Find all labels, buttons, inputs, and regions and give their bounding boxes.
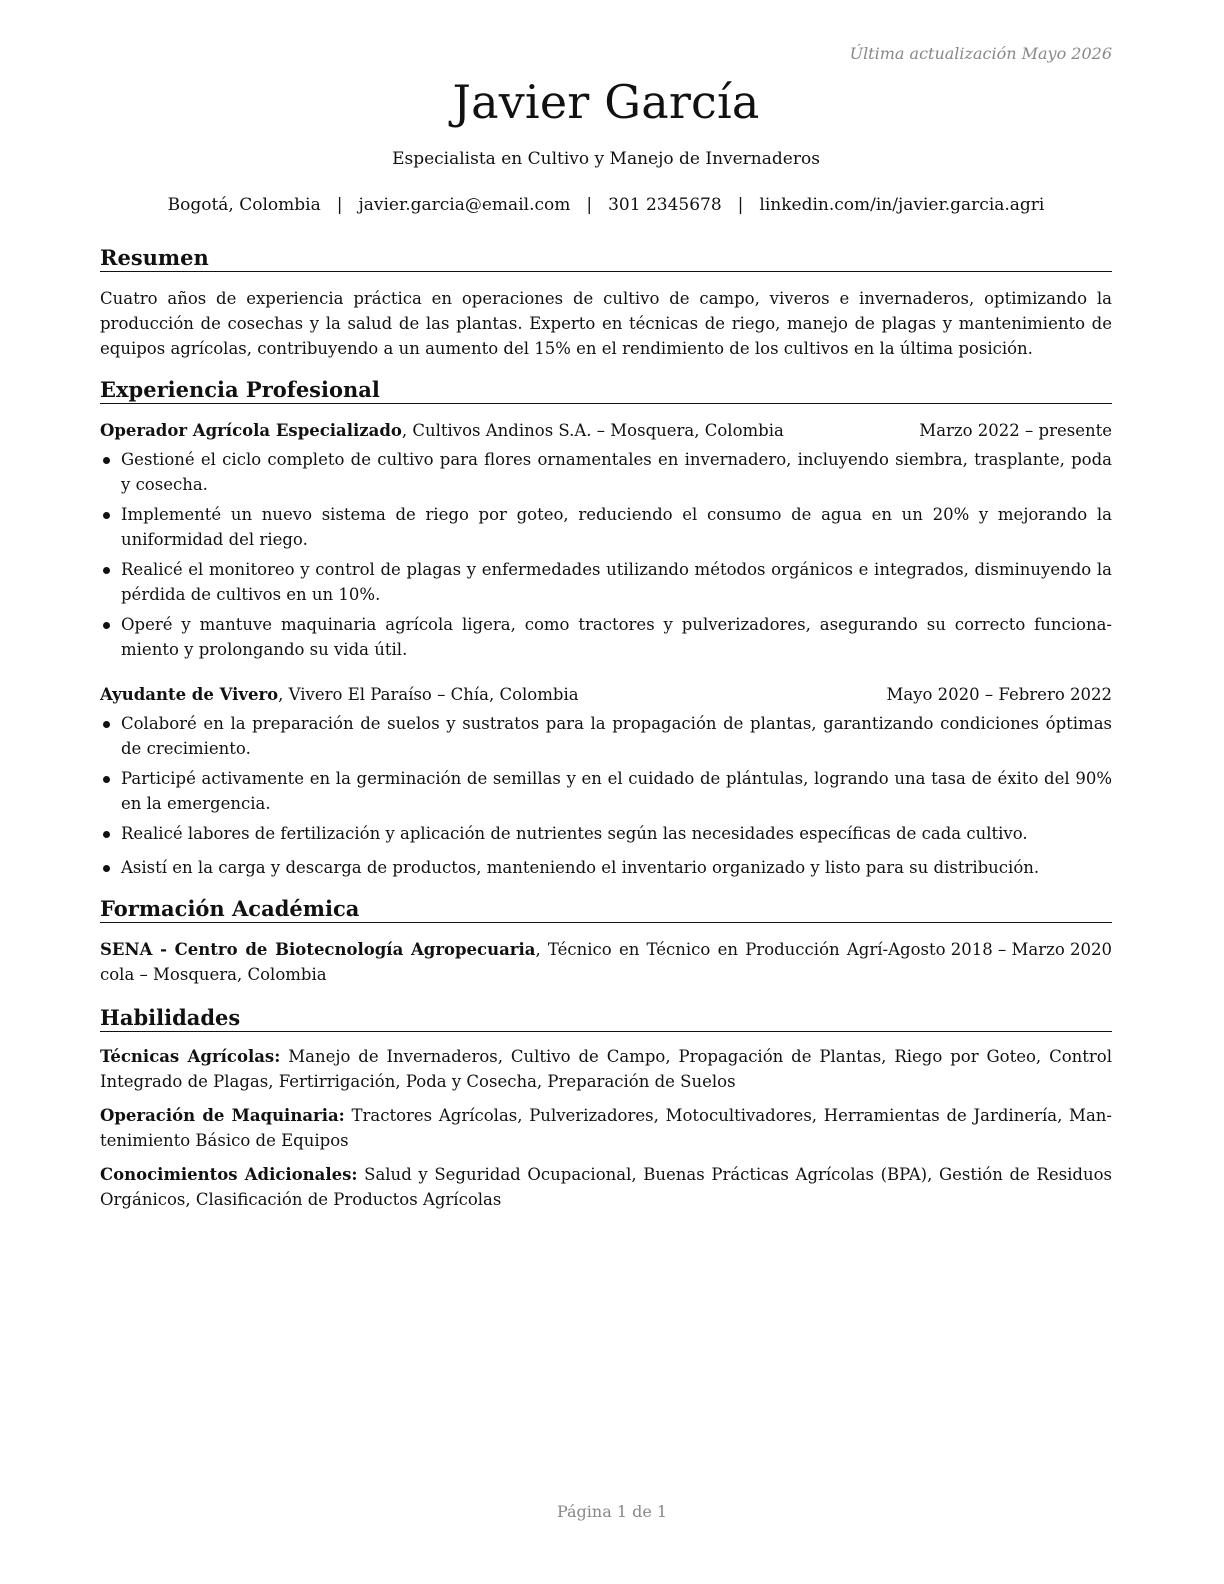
bullet-item bbox=[100, 855, 1112, 880]
education-detail: , Técnico en Técnico en Producción Agrícola – Mosquera, Colombia bbox=[100, 940, 889, 984]
bullet-text: Participé activamente en la germinación de semillas y en el cuidado de plántulas, logrando una tasa de éxito del 90% en la emergencia. bbox=[121, 769, 1112, 813]
education-institution: SENA - Centro de Biotecnología Agropecuaria bbox=[100, 940, 536, 959]
bullet-item bbox=[100, 821, 1112, 846]
page-number: Página 1 de 1 bbox=[556, 1502, 668, 1521]
job-role: Operador Agrícola Especializado bbox=[100, 421, 402, 440]
section-title-summary: Resumen bbox=[100, 245, 1112, 272]
bullet-text: Operé y mantuve maquinaria agrícola ligera, como tractores y pulverizadores, asegurando su correcto funcionamiento y prolongando su vida útil. bbox=[121, 615, 1112, 659]
candidate-headline: Especialista en Cultivo y Manejo de Invernaderos bbox=[392, 149, 820, 169]
bullet-item bbox=[100, 502, 1112, 552]
bullet-text: Implementé un nuevo sistema de riego por goteo, reduciendo el consumo de agua en un 20% y mejorando la uniformidad del riego. bbox=[121, 505, 1112, 549]
skill-group-text: Tractores Agrícolas, Pulverizadores, Motocultivadores, Herramientas de Jardinería, Mantenimiento Básico de Equipos bbox=[100, 1106, 1112, 1150]
contact-location: Bogotá, Colombia bbox=[167, 195, 321, 215]
education-section bbox=[100, 896, 1112, 987]
job-entry bbox=[100, 418, 1112, 662]
bullet-dot-icon bbox=[103, 622, 110, 629]
job-header bbox=[100, 682, 1112, 707]
contact-line bbox=[100, 195, 1112, 215]
skill-group-label: Conocimientos Adicionales: bbox=[100, 1165, 358, 1184]
skills-section bbox=[100, 1005, 1112, 1212]
section-title-experience: Experiencia Profesional bbox=[100, 377, 1112, 404]
experience-section bbox=[100, 377, 1112, 880]
last-updated-note: Última actualización Mayo 2026 bbox=[849, 44, 1112, 63]
contact-separator: | bbox=[586, 195, 593, 215]
bullet-item bbox=[100, 711, 1112, 761]
job-role-company bbox=[100, 418, 784, 443]
education-entry bbox=[100, 937, 1112, 987]
job-bullets bbox=[100, 447, 1112, 662]
job-role: Ayudante de Vivero bbox=[100, 685, 279, 704]
resume-page bbox=[100, 40, 1112, 1212]
bullet-dot-icon bbox=[103, 776, 110, 783]
bullet-dot-icon bbox=[103, 567, 110, 574]
candidate-name: Javier García bbox=[452, 75, 760, 129]
bullet-text: Asistí en la carga y descarga de productos, manteniendo el inventario organizado y listo para su distribución. bbox=[121, 858, 1040, 877]
job-company: , Vivero El Paraíso – Chía, Colombia bbox=[278, 685, 579, 704]
bullet-dot-icon bbox=[103, 512, 110, 519]
job-company: , Cultivos Andinos S.A. – Mosquera, Colombia bbox=[401, 421, 784, 440]
skill-group-text: Salud y Seguridad Ocupacional, Buenas Prácticas Agrícolas (BPA), Gestión de Residuos Orgánicos, Clasificación de Productos Agrícolas bbox=[100, 1165, 1112, 1209]
job-bullets bbox=[100, 711, 1112, 880]
bullet-item bbox=[100, 766, 1112, 816]
job-dates: Mayo 2020 – Febrero 2022 bbox=[886, 685, 1112, 704]
bullet-dot-icon bbox=[103, 457, 110, 464]
bullet-dot-icon bbox=[103, 721, 110, 728]
section-title-education: Formación Académica bbox=[100, 896, 1112, 923]
bullet-text: Gestioné el ciclo completo de cultivo para flores ornamentales en invernadero, incluyendo siembra, trasplante, poda y cosecha. bbox=[121, 450, 1112, 494]
contact-separator: | bbox=[737, 195, 744, 215]
summary-section bbox=[100, 245, 1112, 361]
contact-linkedin[interactable]: linkedin.com/in/javier.garcia.agri bbox=[759, 195, 1045, 215]
bullet-text: Colaboré en la preparación de suelos y sustratos para la propagación de plantas, garantizando condiciones óptimas de crecimiento. bbox=[121, 714, 1112, 758]
skill-group bbox=[100, 1044, 1112, 1094]
job-role-company bbox=[100, 682, 579, 707]
skill-group bbox=[100, 1162, 1112, 1212]
skill-group-label: Técnicas Agrícolas: bbox=[100, 1047, 281, 1066]
job-header bbox=[100, 418, 1112, 443]
bullet-item bbox=[100, 447, 1112, 497]
contact-separator: | bbox=[336, 195, 343, 215]
bullet-dot-icon bbox=[103, 865, 110, 872]
job-dates: Marzo 2022 – presente bbox=[919, 421, 1112, 440]
education-dates: Agosto 2018 – Marzo 2020 bbox=[888, 940, 1112, 959]
bullet-dot-icon bbox=[103, 831, 110, 838]
skill-group-text: Manejo de Invernaderos, Cultivo de Campo, Propagación de Plantas, Riego por Goteo, Control Integrado de Plagas, Fertirrigación, Poda y Cosecha, Preparación de Suelos bbox=[100, 1047, 1112, 1091]
skill-group-label: Operación de Maquinaria: bbox=[100, 1106, 345, 1125]
summary-text: Cuatro años de experiencia práctica en operaciones de cultivo de campo, viveros e invernaderos, optimizando la producción de cosechas y la salud de las plantas. Experto en técnicas de riego, manejo de plagas y mantenimiento de equipos agrícolas, contribuyendo a un aumento del 15% en el rendimiento de los cultivos en la última posición. bbox=[100, 289, 1112, 358]
contact-phone: 301 2345678 bbox=[608, 195, 722, 215]
section-title-skills: Habilidades bbox=[100, 1005, 1112, 1032]
bullet-item bbox=[100, 557, 1112, 607]
skill-group bbox=[100, 1103, 1112, 1153]
bullet-text: Realicé el monitoreo y control de plagas y enfermedades utilizando métodos orgánicos e integrados, disminuyendo la pérdida de cultivos en un 10%. bbox=[121, 560, 1112, 604]
bullet-text: Realicé labores de fertilización y aplicación de nutrientes según las necesidades específicas de cada cultivo. bbox=[121, 824, 1028, 843]
contact-email[interactable]: javier.garcia@email.com bbox=[358, 195, 571, 215]
job-entry bbox=[100, 682, 1112, 880]
bullet-item bbox=[100, 612, 1112, 662]
